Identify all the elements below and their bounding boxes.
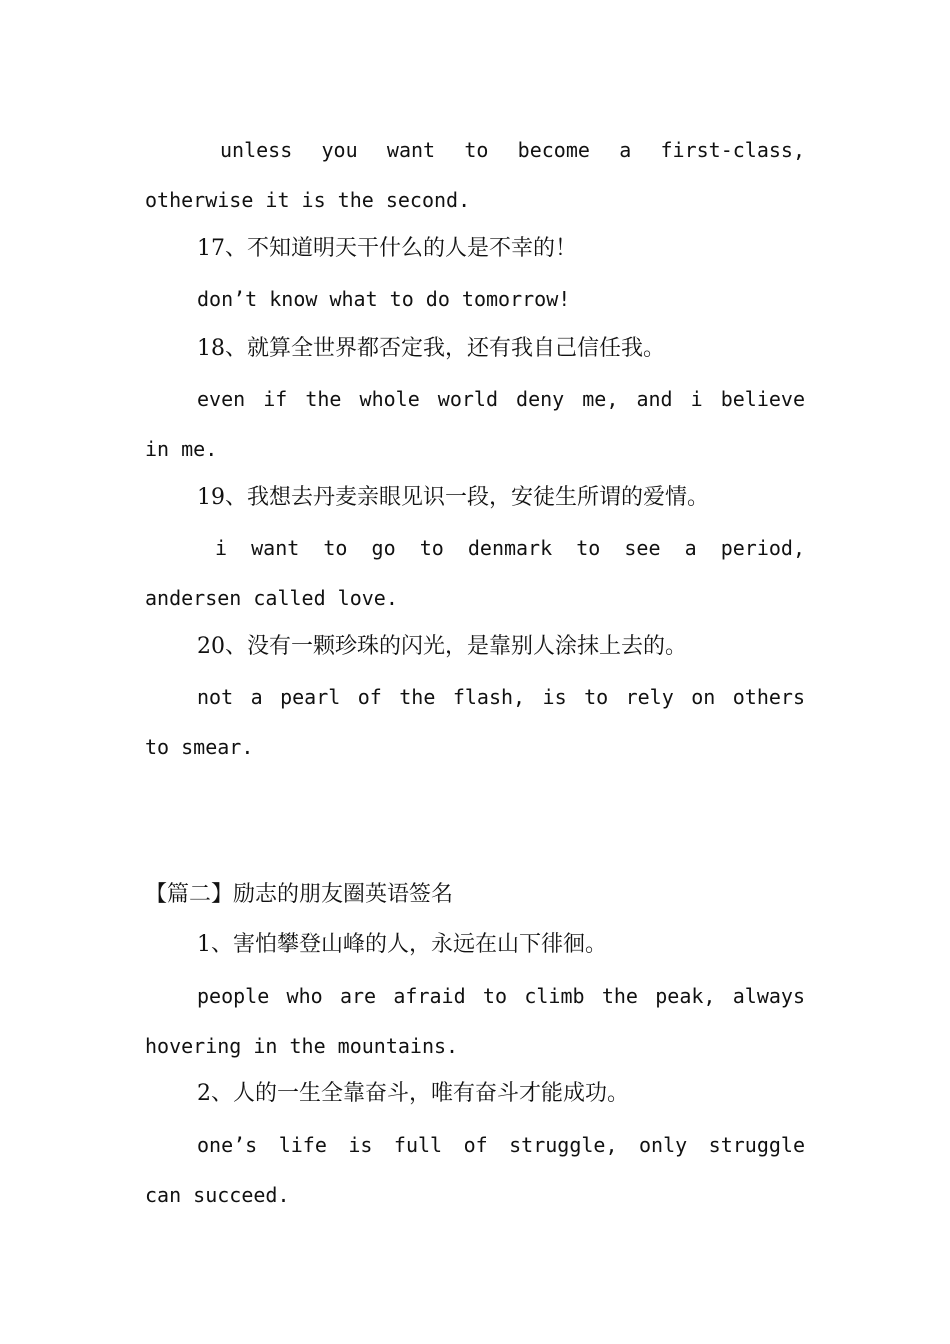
- paragraph-line: hovering in the mountains.: [145, 1034, 459, 1058]
- quote-chinese: 1、害怕攀登山峰的人，永远在山下徘徊。: [197, 932, 607, 957]
- quote-chinese: 17、不知道明天干什么的人是不幸的！: [197, 236, 577, 261]
- quote-english: people who are afraid to climb the peak, always: [197, 984, 805, 1008]
- paragraph-line: andersen called love.: [145, 586, 398, 610]
- quote-english: not a pearl of the flash, is to rely on others: [197, 685, 805, 709]
- quote-english: i want to go to denmark to see a period,: [215, 536, 805, 560]
- quote-english: even if the whole world deny me, and i believe: [197, 387, 805, 411]
- section-heading: 【篇二】励志的朋友圈英语签名: [145, 882, 454, 907]
- quote-english: don’t know what to do tomorrow!: [197, 287, 571, 311]
- quote-chinese: 18、就算全世界都否定我，还有我自己信任我。: [197, 336, 665, 361]
- quote-chinese: 2、人的一生全靠奋斗，唯有奋斗才能成功。: [197, 1081, 629, 1106]
- paragraph-line: to smear.: [145, 735, 254, 759]
- paragraph-line: in me.: [145, 437, 218, 461]
- quote-chinese: 19、我想去丹麦亲眼见识一段，安徒生所谓的爱情。: [197, 485, 709, 510]
- paragraph-line: can succeed.: [145, 1183, 290, 1207]
- quote-english: one’s life is full of struggle, only struggle: [197, 1133, 805, 1157]
- quote-chinese: 20、没有一颗珍珠的闪光，是靠别人涂抹上去的。: [197, 634, 687, 659]
- paragraph-line: unless you want to become a first-class,: [220, 138, 805, 162]
- paragraph-line: otherwise it is the second.: [145, 188, 471, 212]
